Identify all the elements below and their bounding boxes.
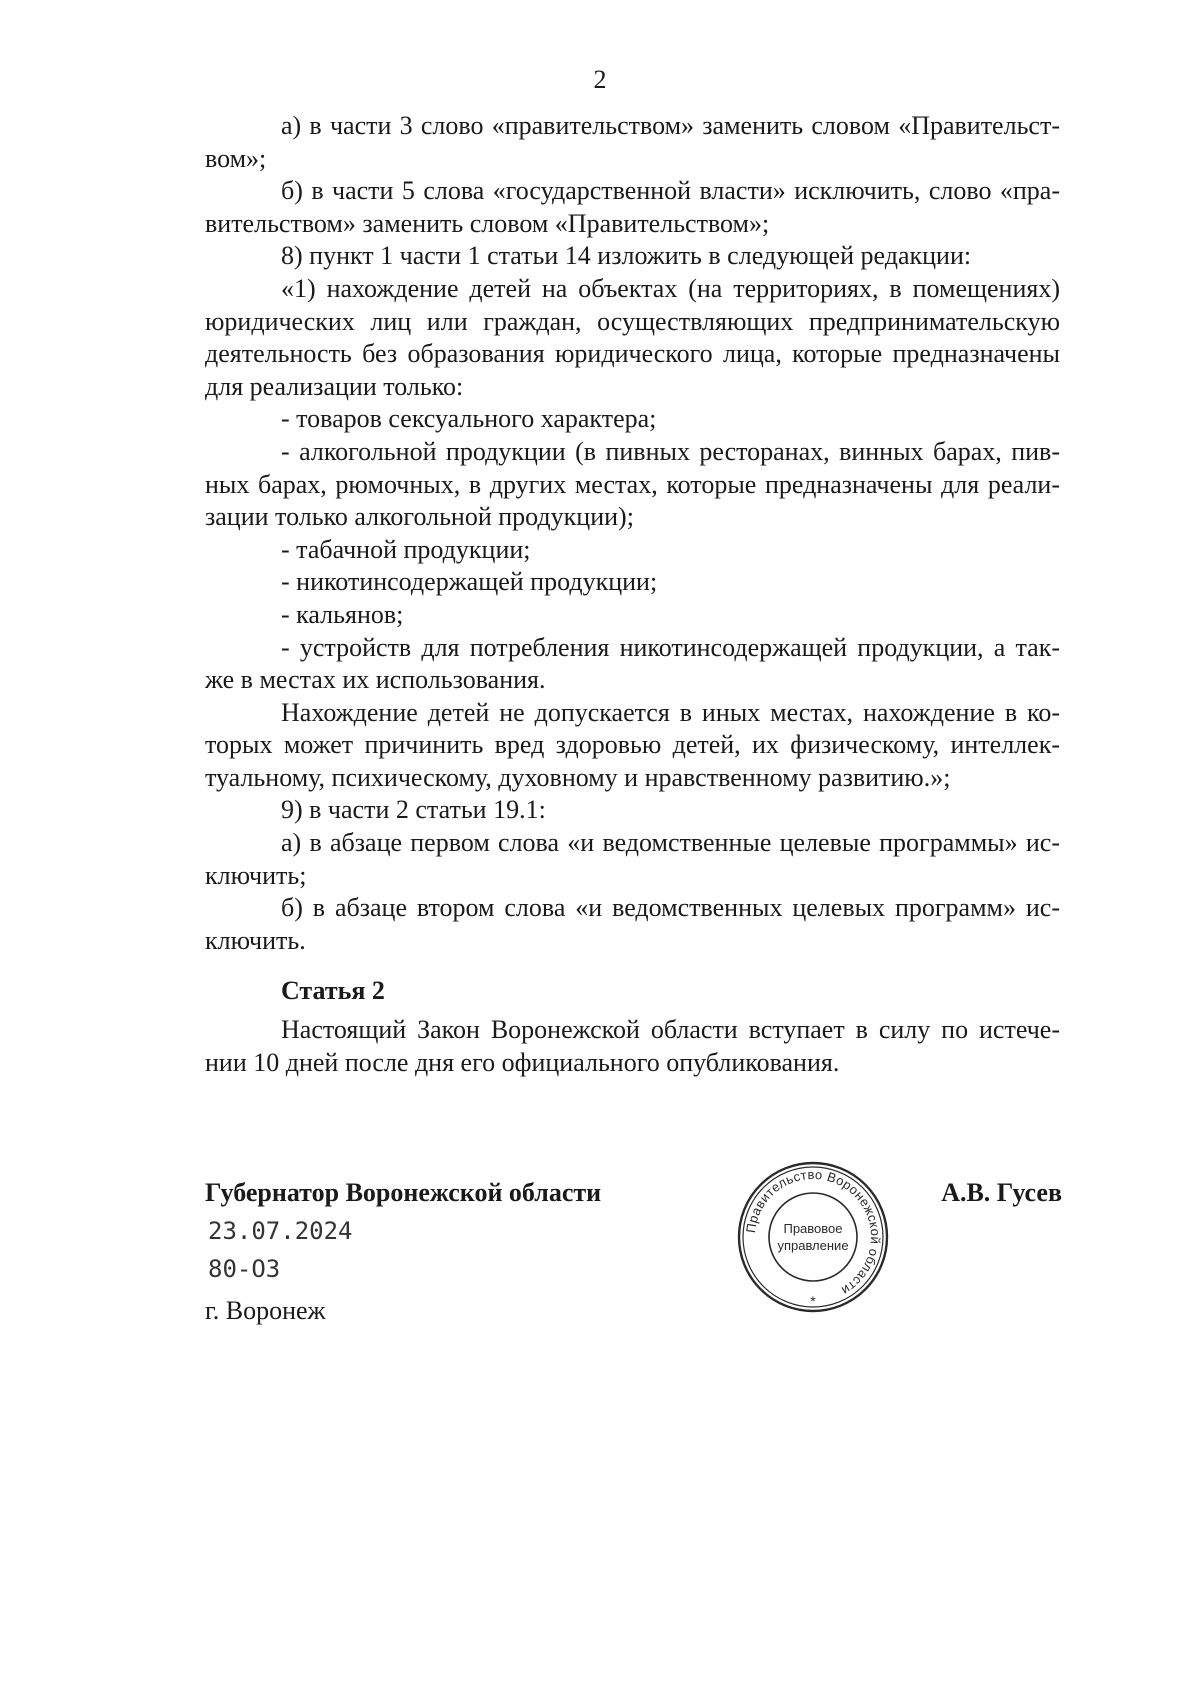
page-number: 2 [593,65,607,94]
list-item-nicotine: - никотинсодержащей продукции; [281,567,658,597]
stamp-outer-ring [739,1163,887,1311]
paragraph-9b: б) в абзаце втором слова «и ведомственных целевых программ» ис-ключить. [205,893,1060,955]
document-body [205,110,1060,1079]
seal-stamp [736,1160,890,1314]
article-text: Настоящий Закон Воронежской области вступает в силу по истече-нии 10 дней после дня его официального опубликования. [205,1015,1060,1077]
list-item-tobacco: - табачной продукции; [281,534,531,564]
list-item-alcohol: - алкогольной продукции (в пивных ресторанах, винных барах, пив-ных барах, рюмочных, в других местах, которые предназначены для реали-зации только алкогольной продукции); [205,436,1060,532]
paragraph-5b: б) в части 5 слова «государственной власти» исключить, слово «пра-вительством» заменить словом «Правительством»; [205,176,1060,238]
signature-name: А.В. Гусев [941,1178,1062,1207]
stamp-inner-line2: управление [777,1238,849,1253]
stamp-inner-line1: Правовое [783,1221,843,1236]
stamp-outer-text: Правительство Воронежской области [743,1166,884,1299]
stamp-star: * [810,1293,816,1309]
document-number: 80-ОЗ [208,1255,281,1283]
list-item-devices: - устройств для потребления никотинсодержащей продукции, а так-же в местах их использования. [205,632,1060,695]
paragraph-3a: а) в части 3 слово «правительством» заменить словом «Правительст-вом»; [205,111,1060,173]
list-item-goods: - товаров сексуального характера; [281,404,657,434]
paragraph-8-text: «1) нахождение детей на объектах (на территориях, в помещениях) юридических лиц или граждан, осуществляющих предпринимательскую деятельность без образования юридического лица, которые предназначены для реализации только: [205,273,1060,401]
article-heading: Статья 2 [281,976,385,1006]
document-city: г. Воронеж [205,1296,326,1325]
signature-title: Губернатор Воронежской области [205,1178,602,1207]
paragraph-9a: а) в абзаце первом слова «и ведомственные целевые программы» ис-ключить; [205,828,1060,890]
stamp-center-ring [769,1193,857,1281]
paragraph-9: 9) в части 2 статьи 19.1: [281,795,546,825]
list-item-hookahs: - кальянов; [281,599,404,629]
paragraph-8: 8) пункт 1 части 1 статьи 14 изложить в следующей редакции: [281,241,972,271]
document-date: 23.07.2024 [208,1217,353,1245]
paragraph-other-places: Нахождение детей не допускается в иных местах, нахождение в ко-торых может причинить вред здоровью детей, их физическому, интеллек-туальному, психическому, духовному и нравственному развитию.»; [205,697,1060,792]
